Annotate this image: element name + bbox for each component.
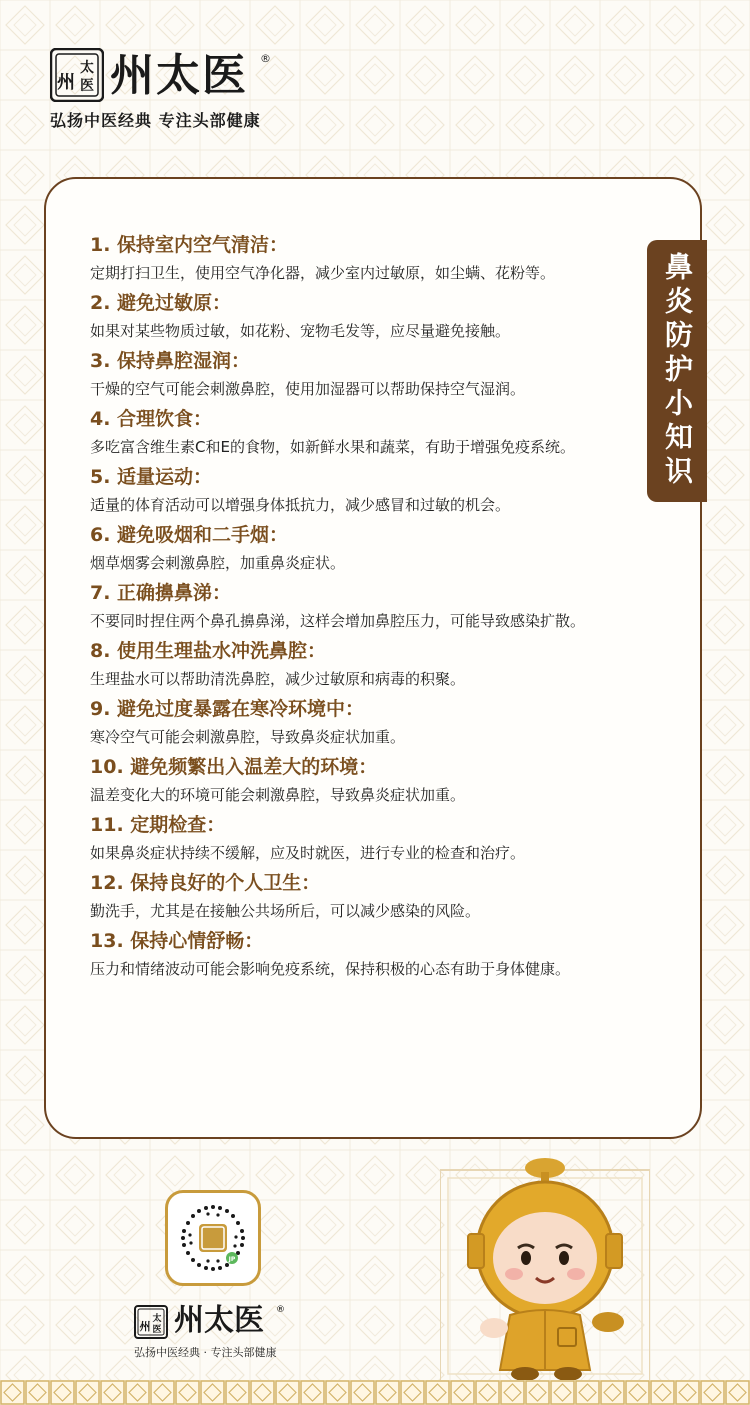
- brand-name: 州太医: [110, 50, 248, 101]
- tip-title: 2. 避免过敏原：: [90, 292, 232, 314]
- tip-title: 7. 正确擤鼻涕：: [90, 582, 232, 604]
- tip-title: 12. 保持良好的个人卫生：: [90, 872, 321, 894]
- brand-seal-icon: [50, 48, 104, 102]
- tip-item: [90, 348, 638, 400]
- registered-mark: ®: [260, 52, 271, 65]
- tip-body: 温差变化大的环境可能会刺激鼻腔，导致鼻炎症状加重。: [90, 786, 466, 804]
- footer-seal-char-3: 医: [152, 1325, 162, 1335]
- tip-body: 如果鼻炎症状持续不缓解，应及时就医，进行专业的检查和治疗。: [90, 844, 526, 862]
- side-tab-title: 鼻炎防护小知识: [647, 240, 707, 502]
- tip-title: 11. 定期检查：: [90, 814, 226, 836]
- tip-body: 压力和情绪波动可能会影响免疫系统，保持积极的心态有助于身体健康。: [90, 960, 571, 978]
- tip-item: [90, 928, 638, 980]
- tip-item: [90, 522, 638, 574]
- tip-title: 3. 保持鼻腔湿润：: [90, 350, 251, 372]
- footer-slogan: 弘扬中医经典 · 专注头部健康: [134, 1346, 277, 1359]
- tip-item: [90, 290, 638, 342]
- tip-title: 8. 使用生理盐水冲洗鼻腔：: [90, 640, 327, 662]
- tip-title: 1. 保持室内空气清洁：: [90, 234, 289, 256]
- brand-slogan: 弘扬中医经典 专注头部健康: [50, 111, 261, 130]
- mini-program-qr-code[interactable]: [165, 1190, 261, 1286]
- tip-item: [90, 754, 638, 806]
- tip-body: 干燥的空气可能会刺激鼻腔，使用加湿器可以帮助保持空气湿润。: [90, 380, 526, 398]
- tips-list: [90, 232, 638, 986]
- tip-title: 5. 适量运动：: [90, 466, 213, 488]
- tip-body: 定期打扫卫生，使用空气净化器，减少室内过敏原，如尘螨、花粉等。: [90, 264, 556, 282]
- tip-body: 多吃富含维生素C和E的食物，如新鲜水果和蔬菜，有助于增强免疫系统。: [90, 438, 575, 456]
- tip-item: [90, 870, 638, 922]
- tip-body: 勤洗手，尤其是在接触公共场所后，可以减少感染的风险。: [90, 902, 481, 920]
- bottom-border-pattern: [0, 1380, 750, 1405]
- seal-char-3: 医: [80, 78, 94, 94]
- footer-registered-mark: ®: [276, 1305, 285, 1315]
- tip-body: 烟草烟雾会刺激鼻腔，加重鼻炎症状。: [90, 554, 346, 572]
- qr-code-icon: [178, 1203, 248, 1273]
- tip-body: 如果对某些物质过敏，如花粉、宠物毛发等，应尽量避免接触。: [90, 322, 511, 340]
- tip-title: 6. 避免吸烟和二手烟：: [90, 524, 289, 546]
- footer-seal-icon: [134, 1305, 168, 1339]
- tip-body: 适量的体育活动可以增强身体抵抗力，减少感冒和过敏的机会。: [90, 496, 511, 514]
- mascot-illustration: [440, 1150, 650, 1382]
- tip-title: 4. 合理饮食：: [90, 408, 213, 430]
- seal-char-1: 州: [57, 72, 75, 93]
- tip-item: [90, 812, 638, 864]
- tip-body: 寒冷空气可能会刺激鼻腔，导致鼻炎症状加重。: [90, 728, 406, 746]
- tip-title: 13. 保持心情舒畅：: [90, 930, 264, 952]
- footer-seal-char-1: 州: [139, 1320, 151, 1333]
- tip-title: 10. 避免频繁出入温差大的环境：: [90, 756, 378, 778]
- tip-body: 生理盐水可以帮助清洗鼻腔，减少过敏原和病毒的积聚。: [90, 670, 466, 688]
- tip-item: [90, 232, 638, 284]
- footer-seal-char-2: 太: [152, 1314, 162, 1324]
- tip-body: 不要同时捏住两个鼻孔擤鼻涕，这样会增加鼻腔压力，可能导致感染扩散。: [90, 612, 586, 630]
- qr-badge: JP: [228, 1256, 236, 1263]
- tip-item: [90, 406, 638, 458]
- tip-item: [90, 638, 638, 690]
- tip-item: [90, 464, 638, 516]
- tip-title: 9. 避免过度暴露在寒冷环境中：: [90, 698, 365, 720]
- footer-brand-name: 州太医: [174, 1303, 264, 1338]
- seal-char-2: 太: [80, 60, 94, 76]
- tip-item: [90, 580, 638, 632]
- tip-item: [90, 696, 638, 748]
